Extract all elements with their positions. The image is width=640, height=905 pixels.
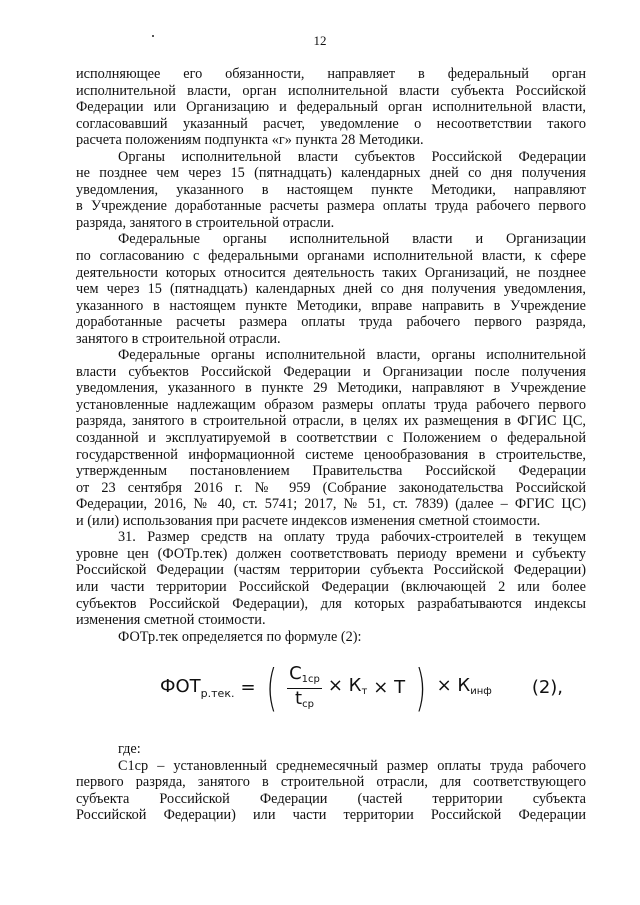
text-line: власти субъектов Российской Федерации и Организации после получения (76, 363, 586, 380)
text-block-before-formula (76, 66, 586, 645)
text-line: ФОТр.тек определяется по формуле (2): (118, 628, 362, 645)
formula-kt: × Кт (327, 675, 368, 698)
text-line: разряда, занятого в строительной отрасли. (76, 214, 335, 231)
formula-close-paren: ) (415, 659, 427, 718)
text-line: уведомления, указанного в настоящем пункте Методики, направляют (76, 181, 586, 198)
page-number: 12 (313, 33, 327, 48)
text-line: субъектов Российской Федерации), для которых разрабатываются индексы (76, 595, 586, 612)
text-line: изменения сметной стоимости. (76, 612, 266, 629)
formula-open-paren: ( (265, 659, 277, 718)
text-line: где: (118, 741, 141, 758)
text-line: согласовавший указанный расчет, уведомление о несоответствии такого (76, 115, 586, 132)
text-line: доработанные расчеты размера оплаты труда рабочего первого разряда, (76, 314, 586, 331)
text-line: установленные надлежащим образом размеры оплаты труда рабочего первого (76, 396, 586, 413)
text-line: расчета положениям подпункта «г» пункта 28 Методики. (76, 132, 424, 149)
document-body (76, 66, 586, 824)
text-line: исполняющее его обязанности, направляет в федеральный орган (76, 66, 586, 82)
text-line: уведомления, указанного в пункте 29 Методики, направляют в Учреждение (76, 380, 586, 397)
text-line: деятельности которых относится деятельность таких Организаций, не позднее (76, 264, 586, 281)
formula-number: (2), (531, 676, 564, 698)
formula-numerator: С1ср (287, 666, 322, 689)
text-line: уровне цен (ФОТр.тек) должен соответствовать периоду времени и субъекту (76, 545, 586, 562)
text-line: указанного в настоящем пункте Методики, вправе направить в Учреждение (76, 297, 586, 314)
formula-fraction (287, 663, 322, 710)
text-line: созданной и эксплуатируемой в соответствии с Положением о федеральной (76, 430, 586, 447)
text-line: от 23 сентября 2016 г. № 959 (Собрание законодательства Российской (76, 479, 586, 496)
formula-expression (160, 659, 564, 718)
text-line: Федерации, 2016, № 40, ст. 5741; 2017, № 51, ст. 7839) (далее – ФГИС ЦС) (76, 496, 586, 513)
text-line: чем через 15 (пятнадцать) календарных дней со дня получения уведомления, (76, 281, 586, 298)
text-line: не позднее чем через 15 (пятнадцать) календарных дней со дня получения (76, 165, 586, 182)
formula-lhs: $ФОТ_{р.тек.}$ (160, 675, 235, 700)
text-line: Российской Федерации) или части территории Российской Федерации (76, 807, 586, 824)
text-line: разряда, занятого в строительной отрасли, в целях их размещения в ФГИС ЦС, (76, 413, 586, 430)
text-line: занятого в строительной отрасли. (76, 330, 281, 347)
formula-t: × Т (373, 676, 406, 698)
text-line: Федерации или Организацию и федеральный орган исполнительной власти, (76, 99, 586, 116)
text-line: Федеральные органы исполнительной власти, органы исполнительной (118, 347, 586, 364)
formula-denominator: tср (295, 687, 314, 710)
text-line: Органы исполнительной власти субъектов Российской Федерации (118, 148, 586, 165)
text-line: Российской Федерации (частям территории субъекта Российской Федерации) (76, 562, 586, 579)
formula-kinf: × Кинф (436, 675, 492, 698)
text-line: в Учреждение доработанные расчеты размера оплаты труда рабочего первого (76, 198, 586, 215)
text-line: и (или) использования при расчете индексов изменения сметной стоимости. (76, 512, 541, 529)
text-line: субъекта Российской Федерации (частей территории субъекта (76, 790, 586, 807)
text-line: по согласованию с федеральными органами исполнительной власти, к сфере (76, 248, 586, 265)
formula-equals: = (240, 676, 256, 698)
text-block-after-formula (76, 741, 586, 824)
text-line: утвержденным постановлением Правительства Российской Федерации (76, 463, 586, 480)
text-line: или части территории Российской Федерации (включающей 2 или более (76, 578, 586, 595)
text-line: Федеральные органы исполнительной власти и Организации (118, 231, 586, 248)
formula-2 (76, 645, 586, 741)
text-line: исполнительной власти, орган исполнительной власти субъекта Российской (76, 82, 586, 99)
scan-speck (152, 35, 154, 37)
text-line: 31. Размер средств на оплату труда рабочих-строителей в текущем (118, 529, 586, 546)
text-line: С1ср – установленный среднемесячный размер оплаты труда рабочего (118, 757, 586, 774)
text-line: первого разряда, занятого в строительной отрасли, для соответствующего (76, 774, 586, 791)
text-line: государственной информационной системе ценообразования в строительстве, (76, 446, 586, 463)
